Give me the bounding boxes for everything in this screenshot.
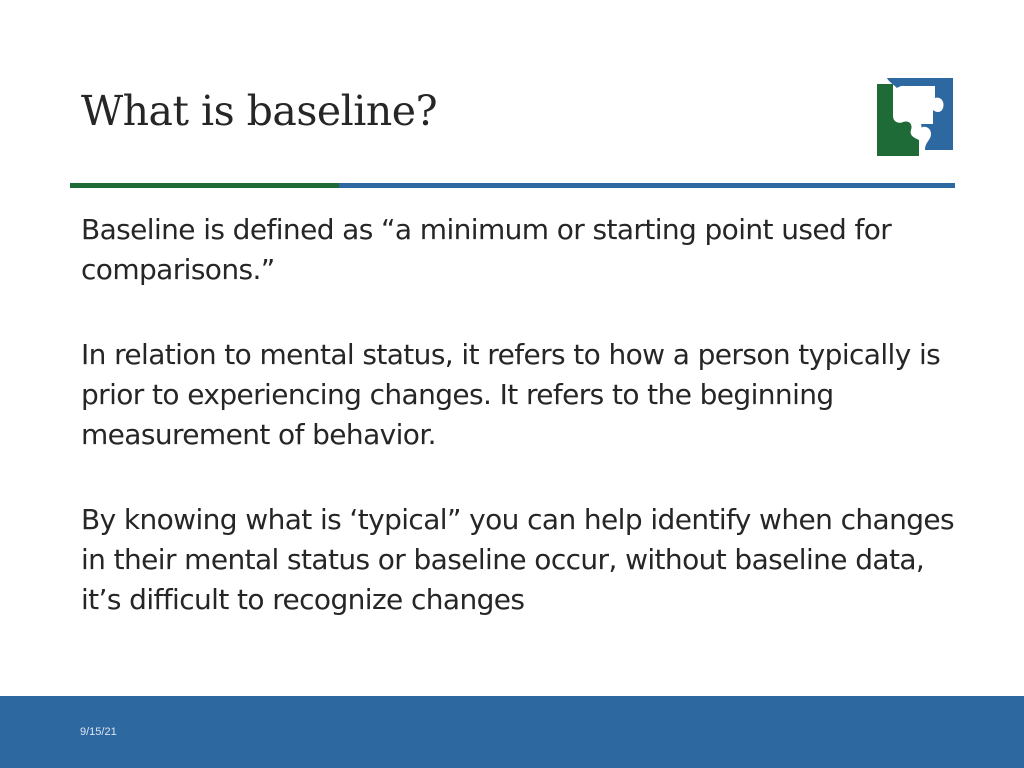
paragraph-mental-status: In relation to mental status, it refers to how a person typically is prior to experiencing changes. It refers to the beginning measurement of behavior. xyxy=(81,338,941,451)
footer-date: 9/15/21 xyxy=(80,726,117,738)
puzzle-logo-svg xyxy=(875,76,955,156)
slide-body xyxy=(81,210,961,665)
slide-title: What is baseline? xyxy=(81,87,438,135)
puzzle-logo-icon xyxy=(875,76,955,156)
paragraph-typical: By knowing what is ‘typical” you can help identify when changes in their mental status or baseline occur, without baseline data, it’s difficult to recognize changes xyxy=(81,503,955,616)
footer-bar xyxy=(0,696,1024,768)
paragraph-definition: Baseline is defined as “a minimum or starting point used for comparisons.” xyxy=(81,213,892,286)
divider-blue xyxy=(339,183,955,188)
divider-green xyxy=(70,183,339,188)
